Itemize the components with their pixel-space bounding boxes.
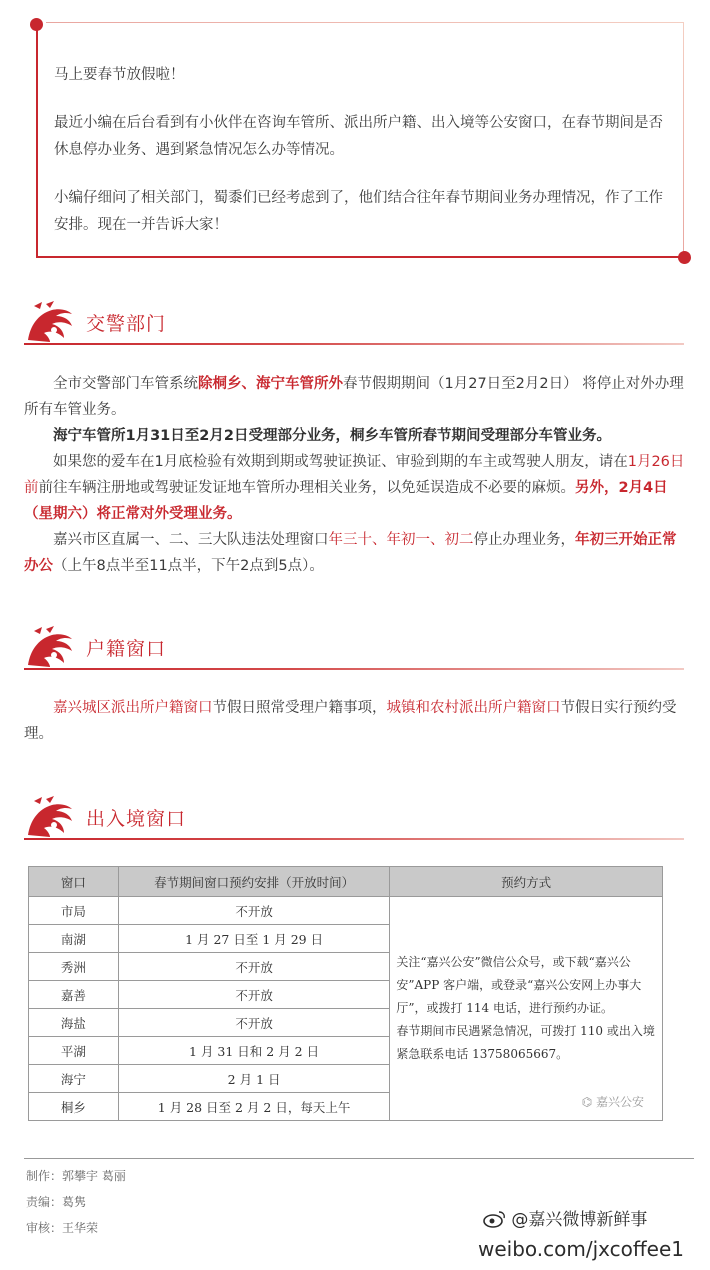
column-header: 窗口 [29, 867, 119, 897]
intro-paragraph-2: 最近小编在后台看到有小伙伴在咨询车管所、派出所户籍、出入境等公安窗口，在春节期间是否休息停办业务、遇到紧急情况怎么办等情况。 [54, 115, 663, 158]
text-run: 前往车辆注册地或驾驶证发证地车管所办理相关业务，以免延误造成不必要的麻烦。 [38, 480, 575, 496]
traffic-paragraph-4 [24, 527, 686, 579]
window-cell: 嘉善 [29, 981, 119, 1009]
schedule-table [28, 866, 663, 1122]
dragon-logo-icon [24, 795, 76, 839]
text-run: 节假日照常受理户籍事项， [212, 700, 387, 716]
watermark-jiaxing-police: ⌬ 嘉兴公安 [581, 1095, 644, 1109]
section-title-traffic: 交警部门 [86, 313, 167, 335]
text-run: 节假日实行预约受理。 [24, 700, 677, 742]
section-divider [24, 343, 684, 345]
highlight-text: 1月26日前 [24, 454, 685, 496]
text-run: 嘉兴市区直属一、二、三大队违法处理窗口 [53, 532, 329, 548]
credit-editor: 责编：葛隽 [26, 1195, 87, 1209]
credit-reviewer: 审核：王华荣 [26, 1221, 99, 1235]
emergency-contact-text: 春节期间市民遇紧急情况，可拨打 110 或出入境紧急联系电话 13758065667。 [396, 1024, 655, 1061]
table-header-row [29, 867, 663, 897]
frame-dot-bottom-right [678, 251, 691, 264]
dragon-logo-icon [24, 625, 76, 669]
schedule-cell: 2 月 1 日 [118, 1065, 389, 1093]
dragon-logo-icon [24, 300, 76, 344]
schedule-cell: 不开放 [118, 981, 389, 1009]
intro-frame [30, 18, 684, 258]
credit-maker: 制作：郭攀宇 葛丽 [26, 1169, 126, 1183]
column-header: 春节期间窗口预约安排（开放时间） [118, 867, 389, 897]
window-cell: 桐乡 [29, 1093, 119, 1121]
intro-paragraph-3: 小编仔细问了相关部门，蜀黍们已经考虑到了，他们结合往年春节期间业务办理情况，作了工作安排。现在一并告诉大家！ [54, 190, 663, 233]
weibo-handle-text: @嘉兴微博新鲜事 [511, 1210, 648, 1230]
column-header: 预约方式 [390, 867, 663, 897]
schedule-cell: 不开放 [118, 953, 389, 981]
weibo-watermark-handle [482, 1205, 647, 1230]
highlight-text: 嘉兴城区派出所户籍窗口 [53, 700, 213, 716]
window-cell: 海宁 [29, 1065, 119, 1093]
section-header-exit-entry [24, 795, 684, 841]
household-paragraph [24, 695, 686, 747]
section-header-household [24, 625, 684, 671]
section-title-exit-entry: 出入境窗口 [86, 808, 187, 830]
text-run: 如果您的爱车在1月底检验有效期到期或驾驶证换证、审验到期的车主或驾驶人朋友，请在 [53, 454, 628, 470]
appointment-method-cell [390, 897, 663, 1121]
text-run: （上午8点半至11点半，下午2点到5点）。 [53, 558, 324, 574]
footer-divider [24, 1158, 694, 1159]
text-run: 全市交警部门车管系统 [53, 376, 198, 392]
traffic-paragraph-2: 海宁车管所1月31日至2月2日受理部分业务，桐乡车管所春节期间受理部分车管业务。 [53, 428, 611, 444]
section-title-household: 户籍窗口 [86, 638, 167, 660]
weibo-watermark-url: weibo.com/jxcoffee1 [478, 1237, 684, 1261]
watermark-text: 嘉兴公安 [595, 1095, 644, 1109]
section-header-traffic [24, 300, 684, 346]
appointment-method-text: 关注“嘉兴公安”微信公众号，或下载“嘉兴公安”APP 客户端，或登录“嘉兴公安网上办事大厅”，或拨打 114 电话，进行预约办证。 [396, 955, 642, 1015]
window-cell: 秀洲 [29, 953, 119, 981]
highlight-text: 除桐乡、海宁车管所外 [198, 376, 343, 392]
window-cell: 平湖 [29, 1037, 119, 1065]
weibo-logo-icon [482, 1210, 506, 1228]
highlight-text: 年初三开始正常办公 [24, 532, 677, 574]
highlight-text: 另外，2月4日（星期六）将正常对外受理业务。 [24, 480, 668, 522]
table-row [29, 897, 663, 925]
window-cell: 海盐 [29, 1009, 119, 1037]
highlight-text: 年三十、年初一、初二 [328, 532, 474, 548]
window-cell: 市局 [29, 897, 119, 925]
text-run: 春节假期期间（1月27日至2月2日） 将停止对外办理所有车管业务。 [24, 376, 684, 418]
section-divider [24, 838, 684, 840]
text-run: 停止办理业务， [473, 532, 575, 548]
traffic-body [24, 371, 686, 579]
frame-right-line [683, 22, 684, 256]
intro-text [54, 62, 670, 260]
frame-top-line [46, 22, 684, 23]
schedule-cell: 不开放 [118, 897, 389, 925]
frame-dot-top-left [30, 18, 43, 31]
schedule-cell: 1 月 27 日至 1 月 29 日 [118, 925, 389, 953]
intro-paragraph-1: 马上要春节放假啦！ [54, 67, 185, 83]
section-divider [24, 668, 684, 670]
schedule-cell: 1 月 31 日和 2 月 2 日 [118, 1037, 389, 1065]
window-cell: 南湖 [29, 925, 119, 953]
traffic-paragraph-3 [24, 449, 686, 527]
highlight-text: 城镇和农村派出所户籍窗口 [386, 700, 561, 716]
schedule-cell: 1 月 28 日至 2 月 2 日，每天上午 [118, 1093, 389, 1121]
schedule-cell: 不开放 [118, 1009, 389, 1037]
household-body [24, 695, 686, 747]
frame-left-line [36, 24, 38, 258]
traffic-paragraph-1 [24, 371, 686, 423]
